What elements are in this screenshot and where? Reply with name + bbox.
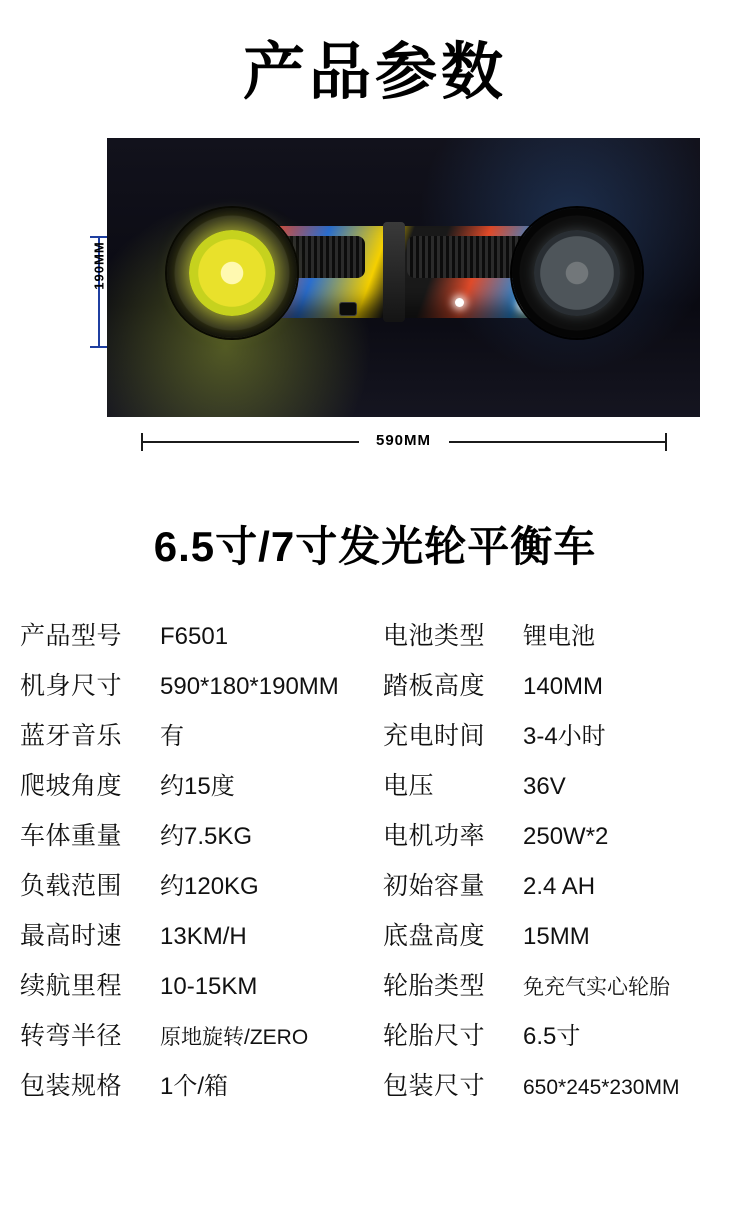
spec-key: 底盘高度: [383, 922, 486, 950]
spec-row: [20, 966, 369, 1016]
spec-row: [20, 866, 369, 916]
center-strip: [383, 222, 405, 322]
spec-row: [20, 1016, 369, 1066]
spec-key: 爬坡角度: [20, 772, 123, 800]
spec-row: [383, 916, 732, 966]
height-dimension-label: 190MM: [91, 241, 107, 290]
spec-row: [383, 716, 732, 766]
spec-row: [383, 1066, 732, 1116]
spec-row: [383, 816, 732, 866]
spec-key: 蓝牙音乐: [20, 722, 123, 750]
spec-value: 约7.5KG: [160, 823, 253, 850]
charging-port: [339, 302, 357, 316]
spec-key: 车体重量: [20, 822, 123, 850]
spec-row: [20, 616, 369, 666]
spec-value: 2.4 AH: [523, 873, 596, 900]
spec-row: [383, 966, 732, 1016]
led-light-front: [455, 298, 464, 307]
spec-table: [0, 616, 750, 1116]
spec-value: 3-4小时: [523, 723, 606, 750]
spec-row: [20, 1066, 369, 1116]
spec-value: 10-15KM: [160, 973, 258, 1000]
spec-key: 续航里程: [20, 972, 123, 1000]
spec-key: 包装尺寸: [383, 1072, 486, 1100]
spec-key: 负载范围: [20, 872, 123, 900]
hoverboard-illustration: [167, 208, 642, 348]
spec-key: 产品型号: [20, 622, 123, 650]
height-dimension: [80, 138, 106, 417]
spec-key: 踏板高度: [383, 672, 486, 700]
spec-value: 36V: [523, 773, 566, 800]
product-subtitle: 6.5寸/7寸发光轮平衡车: [153, 523, 597, 570]
spec-key: 转弯半径: [20, 1022, 123, 1050]
right-foot-pad: [407, 236, 527, 278]
spec-key: 电池类型: [383, 622, 486, 650]
right-wheel: [512, 208, 642, 338]
spec-row: [20, 716, 369, 766]
width-dimension-label: 590MM: [359, 432, 449, 449]
product-photo: [107, 138, 700, 417]
spec-column-left: [20, 616, 369, 1116]
spec-row: [20, 816, 369, 866]
spec-key: 最高时速: [20, 922, 123, 950]
width-dimension: [107, 430, 700, 454]
spec-value: 约15度: [160, 773, 235, 800]
spec-key: 包装规格: [20, 1072, 123, 1100]
height-dimension-cap-bottom: [90, 346, 108, 348]
spec-value: F6501: [160, 623, 229, 650]
spec-value: 590*180*190MM: [160, 673, 339, 700]
spec-value: 锂电池: [523, 623, 595, 650]
spec-value: 15MM: [523, 923, 590, 950]
spec-key: 充电时间: [383, 722, 486, 750]
left-wheel: [167, 208, 297, 338]
spec-row: [20, 916, 369, 966]
spec-key: 轮胎尺寸: [383, 1022, 486, 1050]
spec-value: 约120KG: [160, 873, 259, 900]
spec-column-right: [369, 616, 732, 1116]
spec-key: 轮胎类型: [383, 972, 486, 1000]
spec-value: 免充气实心轮胎: [523, 976, 670, 999]
spec-value: 6.5寸: [523, 1023, 581, 1050]
spec-key: 电机功率: [383, 822, 486, 850]
spec-key: 初始容量: [383, 872, 486, 900]
spec-row: [20, 766, 369, 816]
spec-row: [383, 666, 732, 716]
spec-row: [383, 1016, 732, 1066]
spec-value: 650*245*230MM: [523, 1076, 680, 1099]
product-image-block: [50, 138, 700, 458]
left-wheel-glow-hub: [189, 230, 275, 316]
width-dimension-cap-right: [665, 433, 667, 451]
spec-key: 电压: [383, 772, 435, 800]
spec-value: 1个/箱: [160, 1073, 229, 1100]
spec-value: 250W*2: [523, 823, 609, 850]
spec-value: 原地旋转/ZERO: [160, 1026, 309, 1049]
spec-row: [383, 766, 732, 816]
spec-key: 机身尺寸: [20, 672, 123, 700]
spec-row: [383, 866, 732, 916]
right-wheel-glow-hub: [534, 230, 620, 316]
spec-value: 有: [160, 723, 184, 750]
spec-row: [383, 616, 732, 666]
spec-value: 13KM/H: [160, 923, 247, 950]
page-title: 产品参数: [242, 38, 507, 107]
spec-row: [20, 666, 369, 716]
spec-value: 140MM: [523, 673, 604, 700]
